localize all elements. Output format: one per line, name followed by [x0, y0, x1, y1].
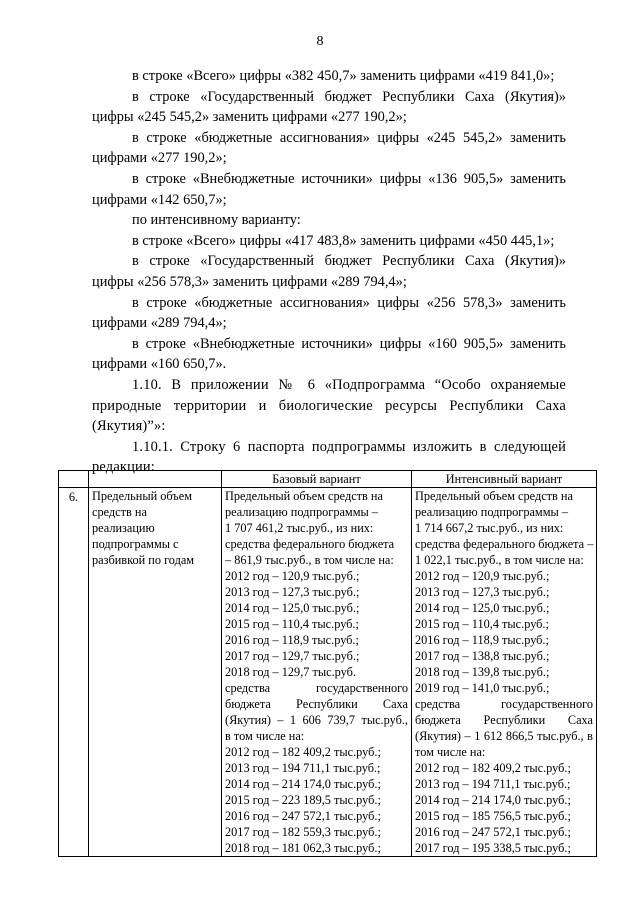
intensive-variant-line: том числе на:: [415, 745, 486, 759]
row-label-line: подпрограммы с: [92, 537, 179, 551]
basic-variant-line: 2018 год – 129,7 тыс.руб.: [225, 665, 356, 679]
header-basic-variant: Базовый вариант: [222, 471, 412, 488]
paragraph: в строке «Государственный бюджет Республики Саха (Якутия)» цифры «245 545,2» заменить цифрами «277 190,2»;: [92, 88, 566, 126]
intensive-variant-line: бюджета Республики Саха: [415, 713, 593, 727]
intensive-variant-cell: [412, 488, 597, 857]
intensive-variant-line: 2019 год – 141,0 тыс.руб.;: [415, 681, 550, 695]
intensive-variant-line: 2016 год – 118,9 тыс.руб.;: [415, 633, 549, 647]
intensive-variant-line: 2017 год – 195 338,5 тыс.руб.;: [415, 841, 571, 855]
paragraph: в строке «Внебюджетные источники» цифры «136 905,5» заменить цифрами «142 650,7»;: [92, 170, 566, 208]
basic-variant-line: 2018 год – 181 062,3 тыс.руб.;: [225, 841, 381, 855]
basic-variant-line: реализацию подпрограммы –: [225, 505, 378, 519]
paragraph: в строке «Внебюджетные источники» цифры «160 905,5» заменить цифрами «160 650,7».: [92, 335, 566, 373]
basic-variant-line: 2014 год – 214 174,0 тыс.руб.;: [225, 777, 381, 791]
intensive-variant-line: 2012 год – 120,9 тыс.руб.;: [415, 569, 550, 583]
basic-variant-line: 2015 год – 110,4 тыс.руб.;: [225, 617, 359, 631]
basic-variant-line: 2017 год – 182 559,3 тыс.руб.;: [225, 825, 381, 839]
basic-variant-line: 2012 год – 120,9 тыс.руб.;: [225, 569, 360, 583]
basic-variant-line: бюджета Республики Саха: [225, 697, 408, 711]
paragraph: по интенсивному варианту:: [132, 212, 301, 229]
basic-variant-line: Предельный объем средств на: [225, 489, 383, 503]
basic-variant-line: средства федерального бюджета: [225, 537, 395, 551]
basic-variant-line: 1 707 461,2 тыс.руб., из них:: [225, 521, 374, 535]
basic-variant-cell: [222, 488, 412, 857]
basic-variant-line: (Якутия) – 1 606 739,7 тыс.руб.,: [225, 713, 408, 727]
paragraph: в строке «бюджетные ассигнования» цифры «256 578,3» заменить цифрами «289 794,4»;: [92, 294, 566, 332]
row-label: [89, 488, 222, 857]
basic-variant-line: 2014 год – 125,0 тыс.руб.;: [225, 601, 360, 615]
intensive-variant-line: 2014 год – 125,0 тыс.руб.;: [415, 601, 550, 615]
row-number: 6.: [59, 488, 89, 857]
intensive-variant-line: 2012 год – 182 409,2 тыс.руб.;: [415, 761, 571, 775]
paragraph: в строке «Государственный бюджет Республики Саха (Якутия)» цифры «256 578,3» заменить цифрами «289 794,4»;: [92, 253, 566, 290]
header-intensive-variant: Интенсивный вариант: [412, 471, 597, 488]
intensive-variant-line: (Якутия) – 1 612 866,5 тыс.руб., в: [415, 729, 593, 743]
row-label-line: Предельный объем: [92, 489, 192, 503]
intensive-variant-line: 1 022,1 тыс.руб., в том числе на:: [415, 553, 584, 567]
intensive-variant-line: 2015 год – 185 756,5 тыс.руб.;: [415, 809, 571, 823]
intensive-variant-line: средства федерального бюджета –: [415, 537, 594, 551]
paragraph: в строке «бюджетные ассигнования» цифры «245 545,2» заменить цифрами «277 190,2»;: [92, 129, 566, 167]
passport-table: [58, 470, 597, 857]
paragraph: 1.10.1. Строку 6 паспорта подпрограммы изложить в следующей редакции:: [92, 438, 566, 476]
intensive-variant-line: 1 714 667,2 тыс.руб., из них:: [415, 521, 564, 535]
row-label-line: реализацию: [92, 521, 155, 535]
page-number: 8: [316, 34, 324, 49]
intensive-variant-line: 2015 год – 110,4 тыс.руб.;: [415, 617, 549, 631]
document-body: [92, 66, 566, 478]
intensive-variant-line: средства государственного: [415, 697, 593, 711]
intensive-variant-line: 2013 год – 194 711,1 тыс.руб.;: [415, 777, 571, 791]
intensive-variant-line: Предельный объем средств на: [415, 489, 573, 503]
basic-variant-line: 2017 год – 129,7 тыс.руб.;: [225, 649, 360, 663]
basic-variant-line: в том числе на:: [225, 729, 305, 743]
basic-variant-line: 2015 год – 223 189,5 тыс.руб.;: [225, 793, 381, 807]
paragraph: 1.10. В приложении № 6 «Подпрограмма “Особо охраняемые природные территории и биологические ресурсы Республики Саха (Якутия)”»:: [92, 376, 566, 435]
table-header-row: [59, 471, 597, 488]
intensive-variant-line: 2013 год – 127,3 тыс.руб.;: [415, 585, 550, 599]
paragraph: в строке «Всего» цифры «417 483,8» заменить цифрами «450 445,1»;: [132, 232, 555, 249]
basic-variant-line: 2016 год – 247 572,1 тыс.руб.;: [225, 809, 381, 823]
row-label-line: разбивкой по годам: [92, 553, 195, 567]
basic-variant-line: 2013 год – 194 711,1 тыс.руб.;: [225, 761, 381, 775]
intensive-variant-line: 2017 год – 138,8 тыс.руб.;: [415, 649, 550, 663]
intensive-variant-line: 2016 год – 247 572,1 тыс.руб.;: [415, 825, 571, 839]
header-num: [59, 471, 89, 488]
basic-variant-line: 2013 год – 127,3 тыс.руб.;: [225, 585, 360, 599]
row-label-line: средств на: [92, 505, 147, 519]
header-label: [89, 471, 222, 488]
paragraph: в строке «Всего» цифры «382 450,7» заменить цифрами «419 841,0»;: [132, 68, 555, 84]
basic-variant-line: – 861,9 тыс.руб., в том числе на:: [225, 553, 394, 567]
basic-variant-line: 2016 год – 118,9 тыс.руб.;: [225, 633, 359, 647]
intensive-variant-line: реализацию подпрограммы –: [415, 505, 568, 519]
intensive-variant-line: 2018 год – 139,8 тыс.руб.;: [415, 665, 550, 679]
basic-variant-line: 2012 год – 182 409,2 тыс.руб.;: [225, 745, 381, 759]
intensive-variant-line: 2014 год – 214 174,0 тыс.руб.;: [415, 793, 571, 807]
basic-variant-line: средства государственного: [225, 681, 408, 695]
table-row: [59, 488, 597, 857]
